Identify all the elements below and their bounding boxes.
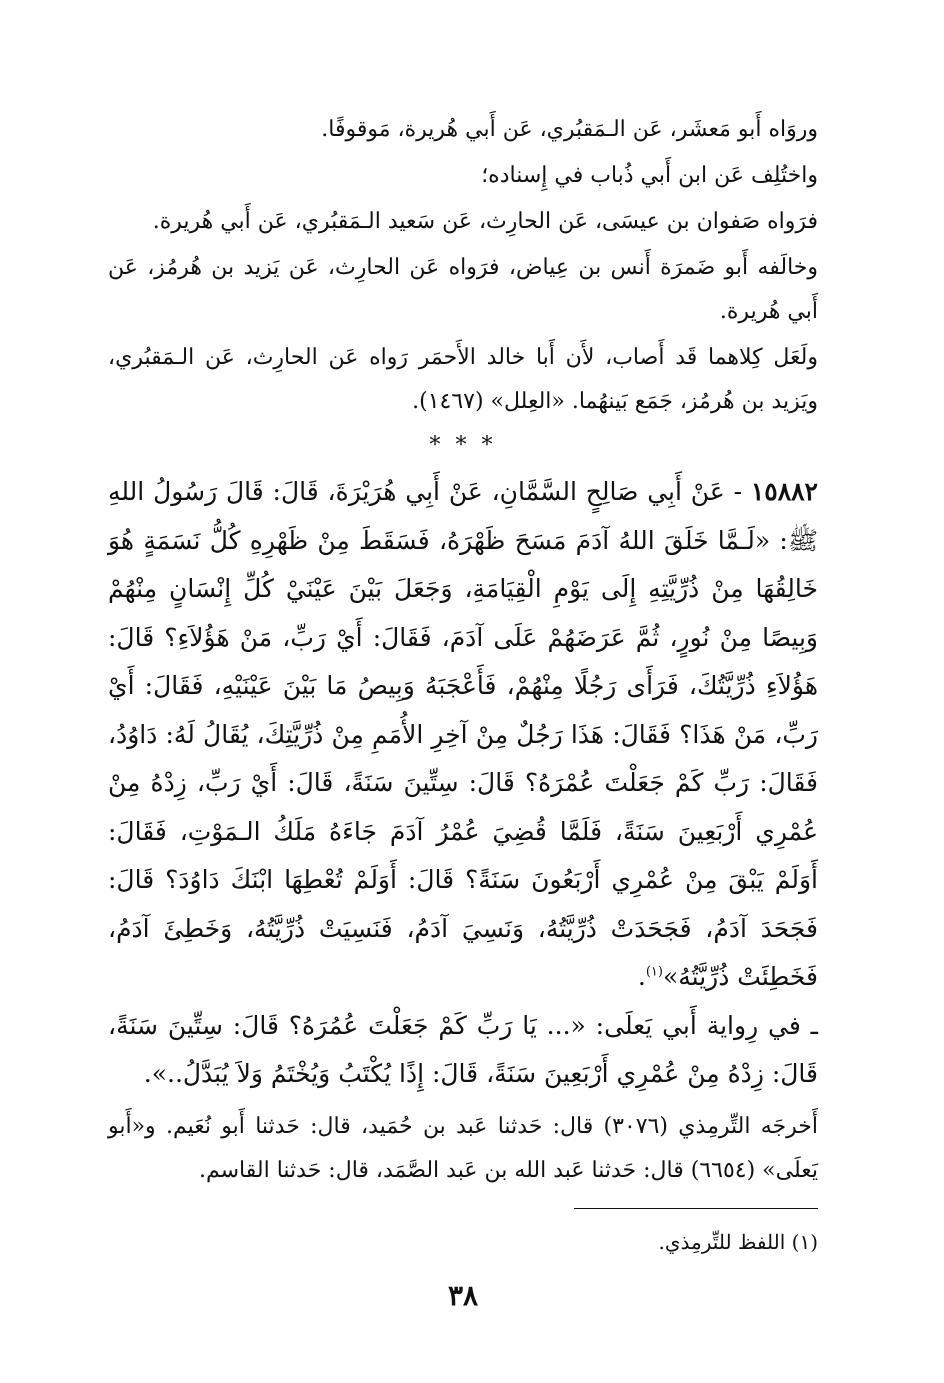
hadith-section (108, 468, 818, 1099)
footnote: (١) اللفظ للتِّرمِذي. (658, 1230, 818, 1254)
intro-paragraph: ولَعَل كِلاهما قَد أَصاب، لأَن أَبا خالد الأَحمَر رَواه عَن الحارِث، عَن الـمَقبُري، ويَزيد بن هُرمُز، جَمَع بَينهُما. «العِلل» (١٤٦٧). (108, 345, 818, 414)
section-separator-stars: * * * (429, 433, 497, 458)
page-number: ٣٨ (447, 1279, 479, 1312)
takhrij-paragraph: أَخرجَه التِّرمِذي (٣٠٧٦) قال: حَدثنا عَبد بن حُمَيد، قال: حَدثنا أَبو نُعَيم. و«أَبو يَعلَى» (٦٦٥٤) قال: حَدثنا عَبد الله بن عَبد الصَّمَد، قال: حَدثنا القاسم. (108, 1113, 818, 1183)
hadith-isnad: - عَنْ أَبِي صَالِحٍ السَّمَّانِ، عَنْ أَبِي هُرَيْرَةَ، قَالَ: قَالَ رَسُولُ اللهِ ﷺ: (108, 477, 819, 555)
intro-paragraph: وروَاه أَبو مَعشَر، عَن الـمَقبُري، عَن أَبي هُريرة، مَوقوفًا. (321, 117, 818, 142)
hadith-matn: «لَـمَّا خَلَقَ اللهُ آدَمَ مَسَحَ ظَهْرَهُ، فَسَقَطَ مِنْ ظَهْرِهِ كُلُّ نَسَمَةٍ هُوَ خَالِقُهَا مِنْ ذُرِّيَّتِهِ إِلَى يَوْمِ الْقِيَامَةِ، وَجَعَلَ بَيْنَ عَيْنَيْ كُلِّ إِنْسَانٍ مِنْهُمْ وَبِيصًا مِنْ نُورٍ، ثُمَّ عَرَضَهُمْ عَلَى آدَمَ، فَقَالَ: أَيْ رَبِّ، مَنْ هَؤُلاَءِ؟ قَالَ: هَؤُلاَءِ ذُرِّيَّتُكَ، فَرَأَى رَجُلًا مِنْهُمْ، فَأَعْجَبَهُ وَبِيصُ مَا بَيْنَ عَيْنَيْهِ، فَقَالَ: أَيْ رَبِّ، مَنْ هَذَا؟ فَقَالَ: هَذَا رَجُلٌ مِنْ آخِرِ الأُمَمِ مِنْ ذُرِّيَّتِكَ، يُقَالُ لَهُ: دَاوُدُ، فَقَالَ: رَبِّ كَمْ جَعَلْتَ عُمْرَهُ؟ قَالَ: سِتِّينَ سَنَةً، قَالَ: أَيْ رَبِّ، زِدْهُ مِنْ عُمْرِي أَرْبَعِينَ سَنَةً، فَلَمَّا قُضِيَ عُمْرُ آدَمَ جَاءَهُ مَلَكُ الـمَوْتِ، فَقَالَ: أَوَلَمْ يَبْقَ مِنْ عُمْرِي أَرْبَعُونَ سَنَةً؟ قَالَ: أَوَلَمْ تُعْطِهَا ابْنَكَ دَاوُدَ؟ قَالَ: فَجَحَدَ آدَمُ، فَجَحَدَتْ ذُرِّيَّتُهُ، وَنَسِيَ آدَمُ، فَنَسِيَتْ ذُرِّيَّتُهُ، وَخَطِئَ آدَمُ، فَخَطِئَتْ ذُرِّيَّتُهُ» (108, 525, 818, 991)
footnote-separator (574, 1208, 818, 1209)
footnote-reference[interactable]: (١) (645, 964, 663, 980)
intro-paragraph: فرَواه صَفوان بن عيسَى، عَن الحارِث، عَن سَعيد الـمَقبُري، عَن أَبي هُريرة. (152, 209, 818, 234)
hadith-text (108, 468, 818, 1002)
book-page (108, 108, 819, 1312)
hadith-variant: ـ في رِواية أَبي يَعلَى: «... يَا رَبِّ كَمْ جَعَلْتَ عُمُرَهُ؟ قَالَ: سِتِّينَ سَنَةً، قَالَ: زِدْهُ مِنْ عُمْرِي أَرْبَعِينَ سَنَةً، قَالَ: إِذًا يُكْتَبُ وَيُخْتَمُ وَلاَ يُبَدَّلُ..». (108, 1010, 818, 1088)
hadith-number: ١٥٨٨٢ (750, 477, 818, 506)
intro-section (108, 108, 818, 424)
takhrij-section (108, 1105, 818, 1193)
intro-paragraph: واختُلِف عَن ابن أَبي ذُباب في إِسناده؛ (481, 163, 818, 188)
hadith-end: . (637, 962, 646, 991)
intro-paragraph: وخالَفه أَبو ضَمرَة أَنس بن عِياض، فرَواه عَن الحارِث، عَن يَزيد بن هُرمُز، عَن أَبي هُريرة. (108, 255, 818, 324)
